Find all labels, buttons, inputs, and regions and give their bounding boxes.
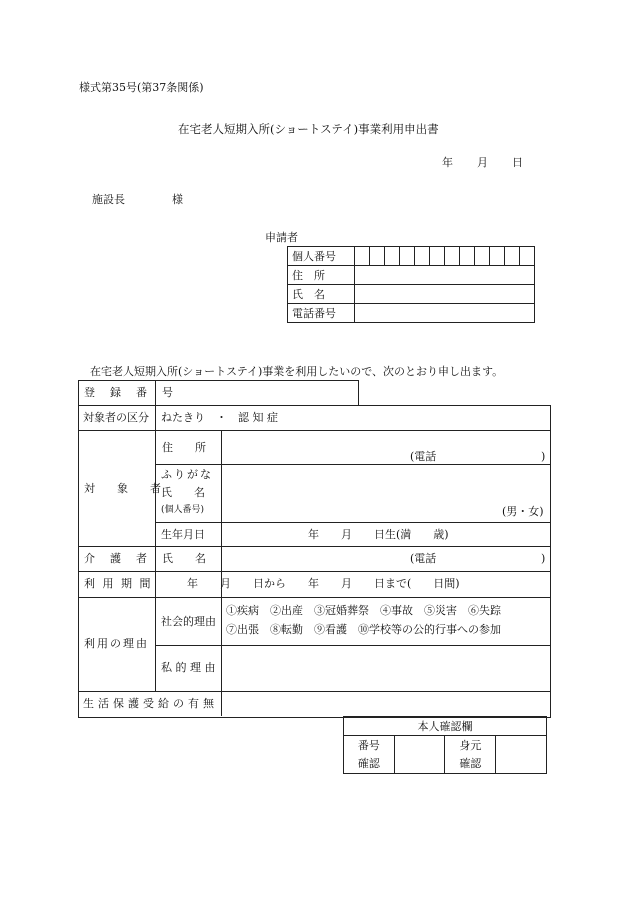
birthdate-label: 生年月日 [161,528,205,541]
gender-choice[interactable]: (男・女) [502,505,544,518]
digit-box[interactable] [370,247,385,266]
address-label: 住 所 [288,266,355,285]
period-value[interactable]: 年 月 日から 年 月 日まで( 日間) [187,577,460,590]
digit-box[interactable] [505,247,520,266]
caregiver-tel-open: (電話 [410,552,437,565]
digit-box[interactable] [460,247,475,266]
phone-label: 電話番号 [288,304,355,323]
digit-box[interactable] [490,247,505,266]
identity-check-field[interactable] [496,736,547,774]
digit-box[interactable] [400,247,415,266]
applicant-address-field[interactable] [355,266,535,285]
addressee-label: 施設長 [92,193,125,206]
intro-text: 在宅老人短期入所(ショートステイ)事業を利用したいので、次のとおり申し出ます。 [90,365,504,378]
social-reason-label: 社会的理由 [161,615,216,628]
caregiver-name-label: 氏 名 [162,552,206,565]
applicant-name-field[interactable] [355,285,535,304]
applicant-label: 申請者 [265,231,298,244]
addressee-suffix: 様 [172,193,183,206]
date-year: 年 [442,156,453,169]
registration-number-label: 登 録 番 号 [84,386,175,399]
name-label: 氏 名 [288,285,355,304]
applicant-table [287,246,535,323]
digit-box[interactable] [445,247,460,266]
digit-box[interactable] [355,247,370,266]
target-tel-close: ) [541,450,546,463]
number-check-label: 番号 確認 [344,736,395,774]
page-title: 在宅老人短期入所(ショートステイ)事業利用申出書 [178,122,439,136]
confirmation-table [343,716,547,774]
date-day: 日 [512,156,523,169]
social-reasons-line1[interactable]: ①疾病 ②出産 ③冠婚葬祭 ④事故 ⑤災害 ⑥失踪 [226,604,501,617]
target-person-label: 対 象 者 [84,482,161,495]
date-month: 月 [477,156,488,169]
personal-number-label: 個人番号 [288,247,355,266]
target-tel-open: (電話 [410,450,437,463]
category-label: 対象者の区分 [83,411,149,424]
furigana-label: ふりがな [161,468,213,481]
welfare-label: 生活保護受給の有無 [83,697,218,710]
digit-box[interactable] [475,247,490,266]
form-number: 様式第35号(第37条関係) [79,81,204,94]
identity-check-label: 身元 確認 [445,736,496,774]
period-label: 利 用 期 間 [84,577,153,590]
reason-label: 利用の理由 [84,637,149,650]
digit-box[interactable] [520,247,535,266]
digit-box[interactable] [430,247,445,266]
caregiver-label: 介 護 者 [84,552,149,565]
category-value[interactable]: ねたきり ・ 認 知 症 [161,411,278,424]
social-reasons-line2[interactable]: ⑦出張 ⑧転勤 ⑨看護 ⑩学校等の公的行事への参加 [226,623,501,636]
private-reason-label: 私 的 理 由 [161,661,216,674]
digit-box[interactable] [385,247,400,266]
birthdate-value[interactable]: 年 月 日生(満 歳) [308,528,449,541]
personal-number-note: (個人番号) [161,505,205,515]
applicant-phone-field[interactable] [355,304,535,323]
confirmation-title: 本人確認欄 [344,717,547,736]
target-address-label: 住 所 [162,441,206,454]
target-name-label: 氏 名 [161,486,205,499]
number-check-field[interactable] [394,736,445,774]
digit-box[interactable] [415,247,430,266]
caregiver-tel-close: ) [541,552,546,565]
